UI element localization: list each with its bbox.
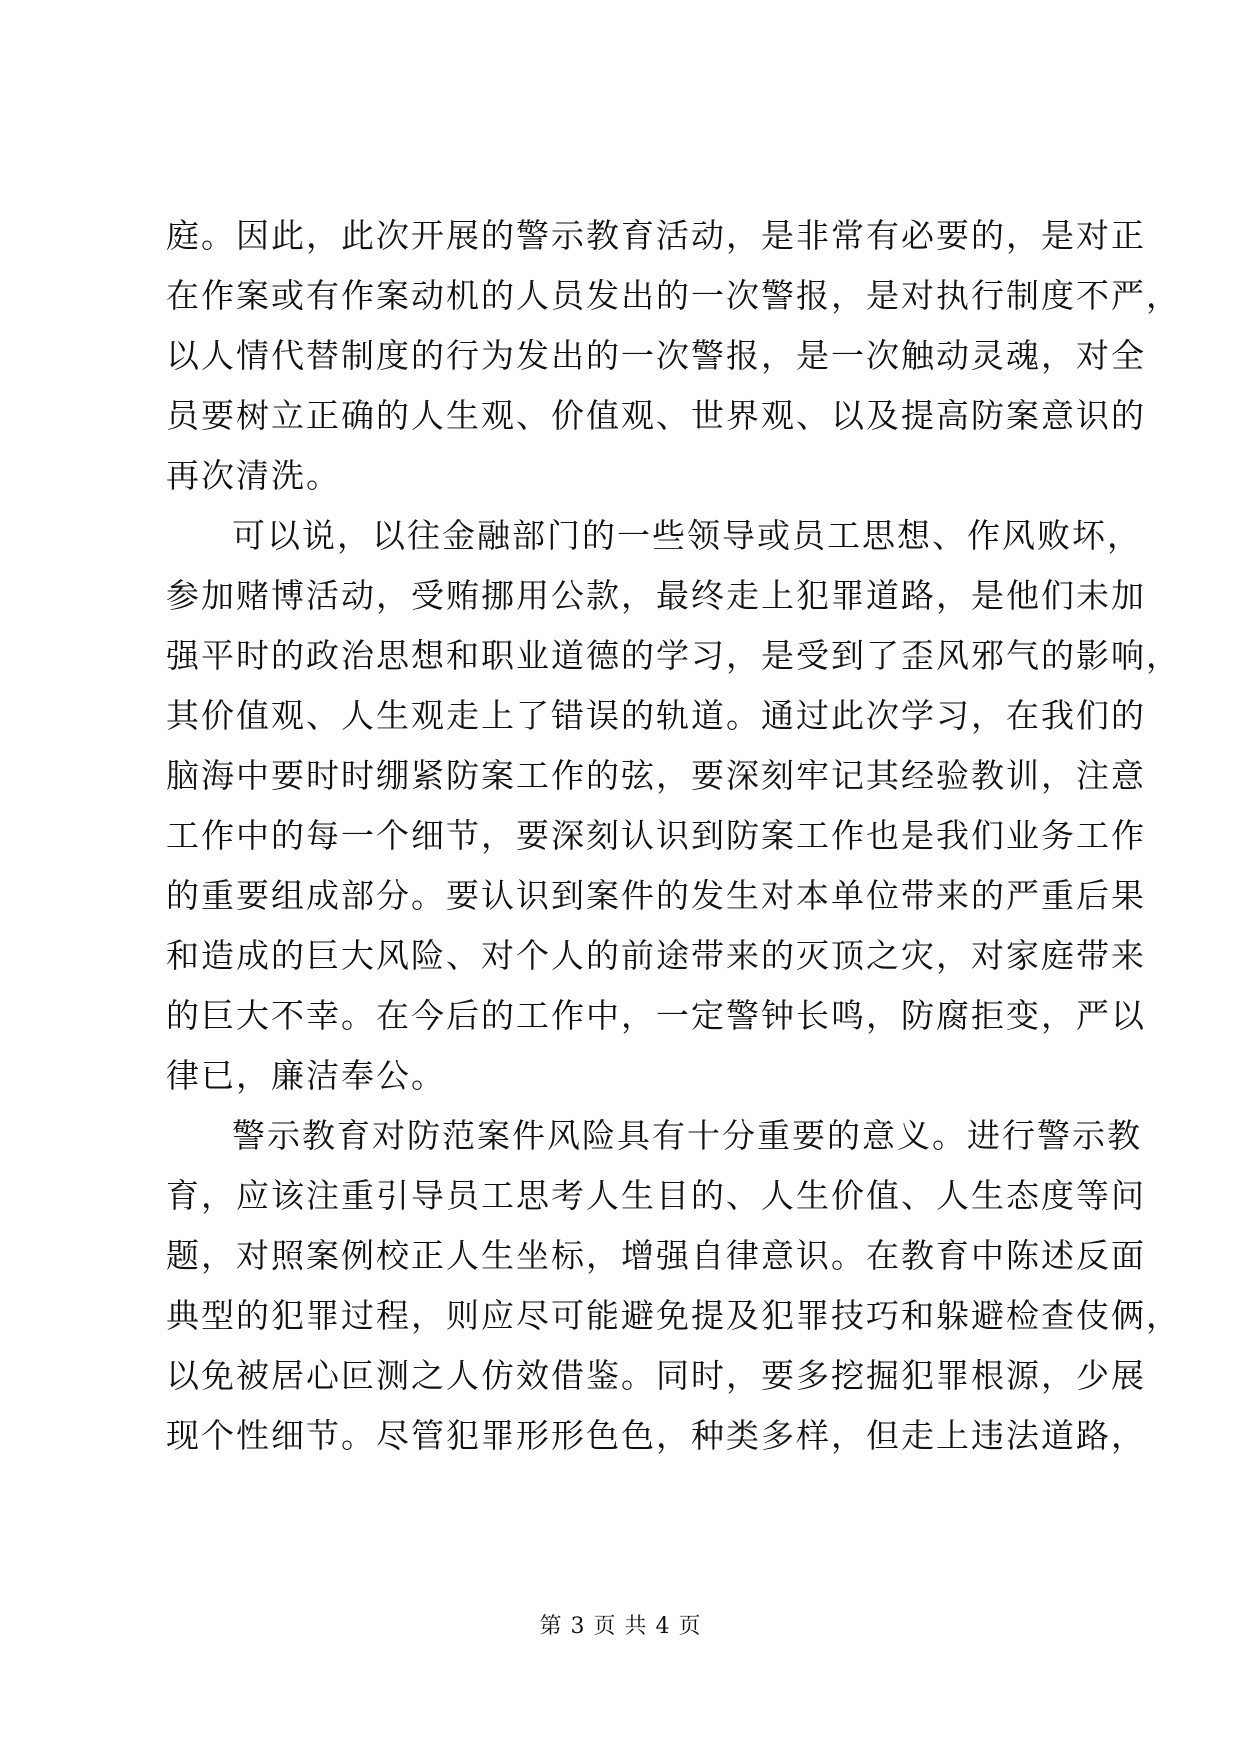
text-line: 的巨大不幸。在今后的工作中，一定警钟长鸣，防腐拒变，严以 [166, 996, 1146, 1035]
paragraph-first-line: 可以说，以往金融部门的一些领导或员工思想、作风败坏， [232, 516, 1142, 555]
page-number-footer: 第 3 页 共 4 页 [539, 1614, 702, 1639]
text-line: 脑海中要时时绷紧防案工作的弦，要深刻牢记其经验教训，注意 [166, 756, 1146, 795]
text-line: 在作案或有作案动机的人员发出的一次警报，是对执行制度不严， [166, 276, 1181, 315]
text-line: 以人情代替制度的行为发出的一次警报，是一次触动灵魂，对全 [166, 336, 1146, 375]
text-line: 参加赌博活动，受贿挪用公款，最终走上犯罪道路，是他们未加 [166, 576, 1146, 615]
text-line: 育，应该注重引导员工思考人生目的、人生价值、人生态度等问 [166, 1176, 1146, 1215]
text-line: 强平时的政治思想和职业道德的学习，是受到了歪风邪气的影响， [166, 636, 1181, 675]
text-line: 题，对照案例校正人生坐标，增强自律意识。在教育中陈述反面 [166, 1236, 1146, 1275]
text-line: 律已，廉洁奉公。 [166, 1056, 446, 1095]
text-line: 工作中的每一个细节，要深刻认识到防案工作也是我们业务工作 [166, 816, 1146, 855]
text-line: 的重要组成部分。要认识到案件的发生对本单位带来的严重后果 [166, 876, 1146, 915]
text-line: 其价值观、人生观走上了错误的轨道。通过此次学习，在我们的 [166, 696, 1146, 735]
text-line: 庭。因此，此次开展的警示教育活动，是非常有必要的，是对正 [166, 216, 1146, 255]
text-line: 和造成的巨大风险、对个人的前途带来的灭顶之灾，对家庭带来 [166, 936, 1146, 975]
text-line: 典型的犯罪过程，则应尽可能避免提及犯罪技巧和躲避检查伎俩， [166, 1296, 1181, 1335]
paragraph-first-line: 警示教育对防范案件风险具有十分重要的意义。进行警示教 [232, 1116, 1142, 1155]
text-line: 员要树立正确的人生观、价值观、世界观、以及提高防案意识的 [166, 396, 1146, 435]
text-line: 以免被居心叵测之人仿效借鉴。同时，要多挖掘犯罪根源，少展 [166, 1356, 1146, 1395]
text-line: 再次清洗。 [166, 456, 341, 495]
text-line: 现个性细节。尽管犯罪形形色色，种类多样，但走上违法道路， [166, 1416, 1146, 1455]
